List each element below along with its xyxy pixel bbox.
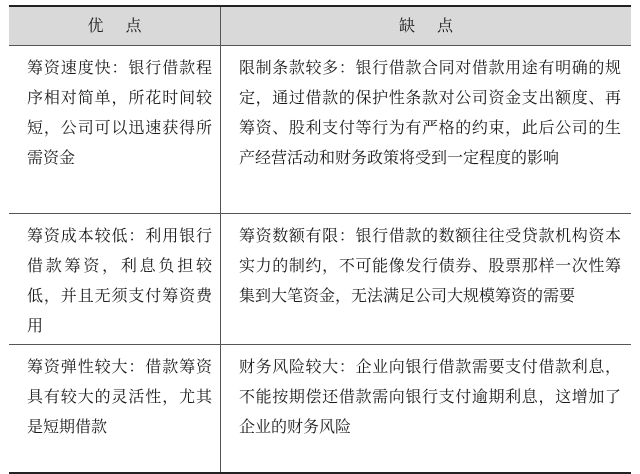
pro-cell: 筹资速度快：银行借款程序相对简单，所花时间较短，公司可以迅速获得所需资金 <box>9 46 221 213</box>
con-cell: 限制条款较多：银行借款合同对借款用途有明确的规定，通过借款的保护性条款对公司资金支出额度、再筹资、股利支付等行为有严格的约束，此后公司的生产经营活动和财务政策将受到一定程度的影响 <box>239 58 621 167</box>
table-row <box>9 345 631 472</box>
pro-cell: 筹资成本较低：利用银行借款筹资，利息负担较低，并且无须支付筹资费用 <box>9 214 221 344</box>
table-row <box>9 214 631 345</box>
header-pros: 优点 <box>9 7 221 45</box>
table-row <box>9 46 631 214</box>
table-header-row <box>9 7 631 46</box>
con-cell: 财务风险较大：企业向银行借款需要支付借款利息，不能按期偿还借款需向银行支付逾期利息，这增加了企业的财务风险 <box>239 357 621 436</box>
pros-cons-table <box>9 5 631 474</box>
con-cell: 筹资数额有限：银行借款的数额往往受贷款机构资本实力的制约，不可能像发行债券、股票那样一次性筹集到大笔资金，无法满足公司大规模筹资的需要 <box>239 226 621 305</box>
header-cons: 缺点 <box>221 7 631 45</box>
pro-cell: 筹资弹性较大：借款筹资具有较大的灵活性，尤其是短期借款 <box>9 345 221 472</box>
